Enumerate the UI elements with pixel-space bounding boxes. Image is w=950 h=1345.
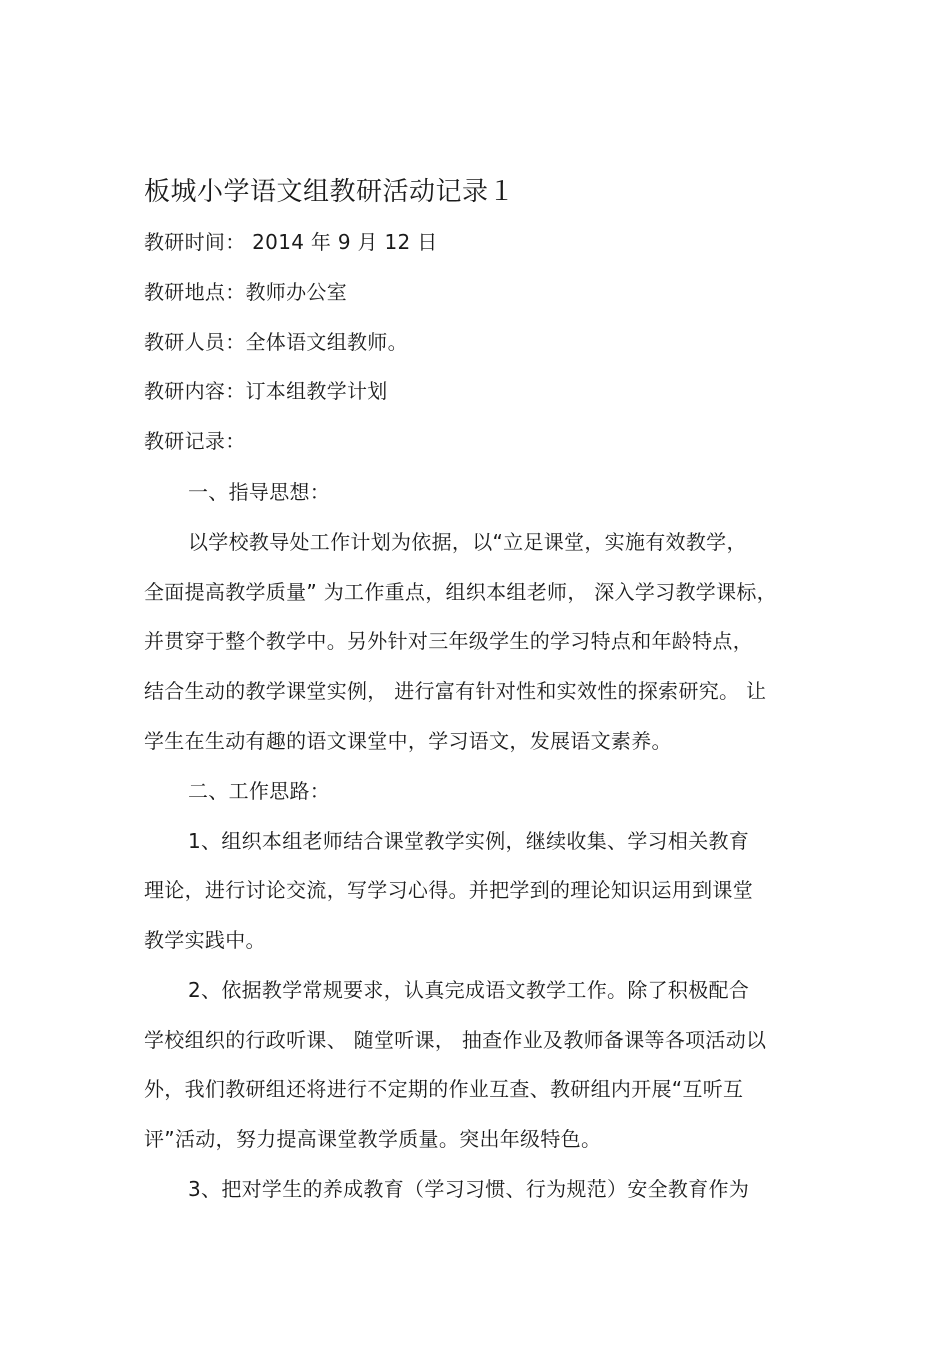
section2-heading: 二、工作思路：: [188, 779, 331, 803]
section2-item2-line: 外，我们教研组还将进行不定期的作业互查、教研组内开展“互听互: [144, 1077, 744, 1101]
meta-content: 教研内容：订本组教学计划: [144, 379, 388, 403]
meta-time: 教研时间： 2014 年 9 月 12 日: [144, 230, 438, 254]
section2-item1-line: 教学实践中。: [144, 928, 266, 952]
section1-line: 结合生动的教学课堂实例， 进行富有针对性和实效性的探索研究。 让: [144, 679, 767, 703]
section1-line: 以学校教导处工作计划为依据，以“立足课堂，实施有效教学，: [188, 530, 747, 554]
section2-item2-line: 学校组织的行政听课、 随堂听课， 抽查作业及教师备课等各项活动以: [144, 1028, 767, 1052]
document-title: 板城小学语文组教研活动记录１: [144, 177, 516, 207]
section1-heading: 一、指导思想：: [188, 480, 331, 504]
section1-line: 学生在生动有趣的语文课堂中，学习语文，发展语文素养。: [144, 729, 672, 753]
section2-item1-line: 1、组织本组老师结合课堂教学实例，继续收集、学习相关教育: [188, 829, 750, 853]
section1-line: 全面提高教学质量” 为工作重点，组织本组老师， 深入学习教学课标，: [144, 580, 777, 604]
section2-item1-line: 理论，进行讨论交流，写学习心得。并把学到的理论知识运用到课堂: [144, 878, 753, 902]
section2-item3-line: 3、把对学生的养成教育（学习习惯、行为规范）安全教育作为: [188, 1177, 750, 1201]
meta-people: 教研人员：全体语文组教师。: [144, 330, 408, 354]
meta-place: 教研地点：教师办公室: [144, 280, 347, 304]
section1-line: 并贯穿于整个教学中。另外针对三年级学生的学习特点和年龄特点，: [144, 629, 753, 653]
meta-record-label: 教研记录：: [144, 429, 246, 453]
section2-item2-line: 2、依据教学常规要求，认真完成语文教学工作。除了积极配合: [188, 978, 750, 1002]
section2-item2-line: 评”活动，努力提高课堂教学质量。突出年级特色。: [144, 1127, 602, 1151]
